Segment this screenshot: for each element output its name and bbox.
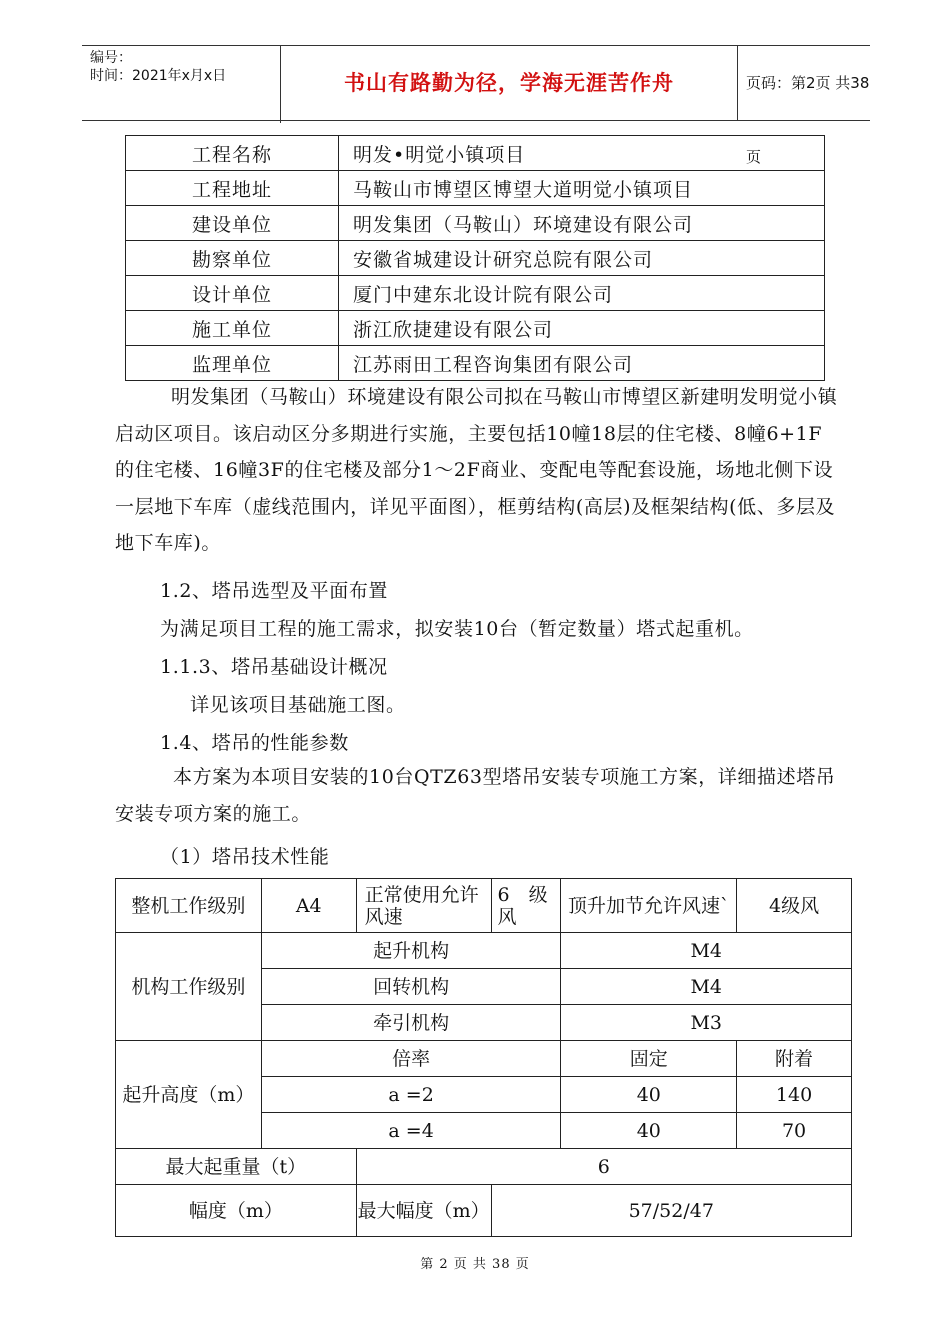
paragraph-foundation: 详见该项目基础施工图。: [190, 694, 406, 716]
work-class-value: A4: [261, 879, 356, 933]
max-radius-label: 最大幅度（m）: [356, 1185, 491, 1237]
table-row: [126, 171, 825, 206]
header-meta: [82, 46, 281, 123]
mechanism-value: M4: [561, 969, 852, 1005]
project-value: 明发•明觉小镇项目: [339, 136, 825, 171]
project-value: 浙江欣捷建设有限公司: [339, 311, 825, 346]
table-row: [126, 276, 825, 311]
mechanism-value: M4: [561, 933, 852, 969]
table-row: [126, 241, 825, 276]
project-key: 监理单位: [126, 346, 339, 381]
lift-height-label: 起升高度（m）: [116, 1041, 262, 1149]
fixed-header: 固定: [561, 1041, 737, 1077]
header-page-label: 页码：第2页 共38页: [746, 74, 870, 166]
max-load-label: 最大起重量（t）: [116, 1149, 357, 1185]
heading-1-1-3: 1.1.3、塔吊基础设计概况: [160, 656, 388, 678]
wind-speed-label: 正常使用允许风速: [356, 879, 491, 933]
header-number-label: 编号：: [90, 50, 132, 66]
project-value: 江苏雨田工程咨询集团有限公司: [339, 346, 825, 381]
table-row: [116, 1149, 852, 1185]
project-key: 勘察单位: [126, 241, 339, 276]
mechanism-name: 回转机构: [261, 969, 561, 1005]
heading-1-4: 1.4、塔吊的性能参数: [160, 732, 349, 754]
jacking-wind-label: 顶升加节允许风速`: [561, 879, 737, 933]
project-key: 设计单位: [126, 276, 339, 311]
rate-header: 倍率: [261, 1041, 561, 1077]
wind-speed-value: 6 级风: [491, 879, 561, 933]
mechanism-name: 牵引机构: [261, 1005, 561, 1041]
max-radius-value: 57/52/47: [491, 1185, 852, 1237]
project-key: 工程地址: [126, 171, 339, 206]
project-value: 安徽省城建设计研究总院有限公司: [339, 241, 825, 276]
table-row: [116, 879, 852, 933]
table-row: [116, 1185, 852, 1237]
intro-paragraph: 明发集团（马鞍山）环境建设有限公司拟在马鞍山市博望区新建明发明觉小镇启动区项目。该启动区分多期进行实施，主要包括10幢18层的住宅楼、8幢6+1F的住宅楼、16幢3F的住宅楼及部分1～2F商业、变配电等配套设施，场地北侧下设一层地下车库（虚线范围内，详见平面图），框剪结构(高层)及框架结构(低、多层及地下车库)。: [115, 386, 838, 554]
project-key: 建设单位: [126, 206, 339, 241]
table-row: [126, 311, 825, 346]
header-time-label: 时间：2021年x月x日: [90, 68, 227, 84]
page-footer: 第 2 页 共 38 页: [420, 1257, 530, 1272]
jacking-wind-value: 4级风: [737, 879, 852, 933]
table-row: [126, 346, 825, 381]
crane-spec-table: [115, 878, 852, 1237]
rate-value: a =4: [261, 1113, 561, 1149]
table-row: [126, 136, 825, 171]
project-info-table: [125, 135, 825, 381]
paragraph-crane-count: 为满足项目工程的施工需求，拟安装10台（暂定数量）塔式起重机。: [160, 618, 754, 640]
subheading-tech-performance: （1）塔吊技术性能: [160, 846, 330, 868]
fixed-value: 40: [561, 1113, 737, 1149]
attached-value: 140: [737, 1077, 852, 1113]
mechanism-value: M3: [561, 1005, 852, 1041]
attached-header: 附着: [737, 1041, 852, 1077]
mechanism-name: 起升机构: [261, 933, 561, 969]
fixed-value: 40: [561, 1077, 737, 1113]
heading-1-2: 1.2、塔吊选型及平面布置: [160, 580, 389, 602]
max-load-value: 6: [356, 1149, 851, 1185]
header-slogan: 书山有路勤为径，学海无涯苦作舟: [281, 46, 738, 120]
project-key: 工程名称: [126, 136, 339, 171]
paragraph-scheme: 本方案为本项目安装的10台QTZ63型塔吊安装专项施工方案，详细描述塔吊安装专项方案的施工。: [115, 766, 836, 825]
mechanism-class-label: 机构工作级别: [116, 933, 262, 1041]
project-value: 明发集团（马鞍山）环境建设有限公司: [339, 206, 825, 241]
work-class-label: 整机工作级别: [116, 879, 262, 933]
radius-label: 幅度（m）: [116, 1185, 357, 1237]
attached-value: 70: [737, 1113, 852, 1149]
rate-value: a =2: [261, 1077, 561, 1113]
project-key: 施工单位: [126, 311, 339, 346]
project-value: 马鞍山市博望区博望大道明觉小镇项目: [339, 171, 825, 206]
project-value: 厦门中建东北设计院有限公司: [339, 276, 825, 311]
table-row: [116, 1041, 852, 1077]
table-row: [126, 206, 825, 241]
table-row: [116, 933, 852, 969]
